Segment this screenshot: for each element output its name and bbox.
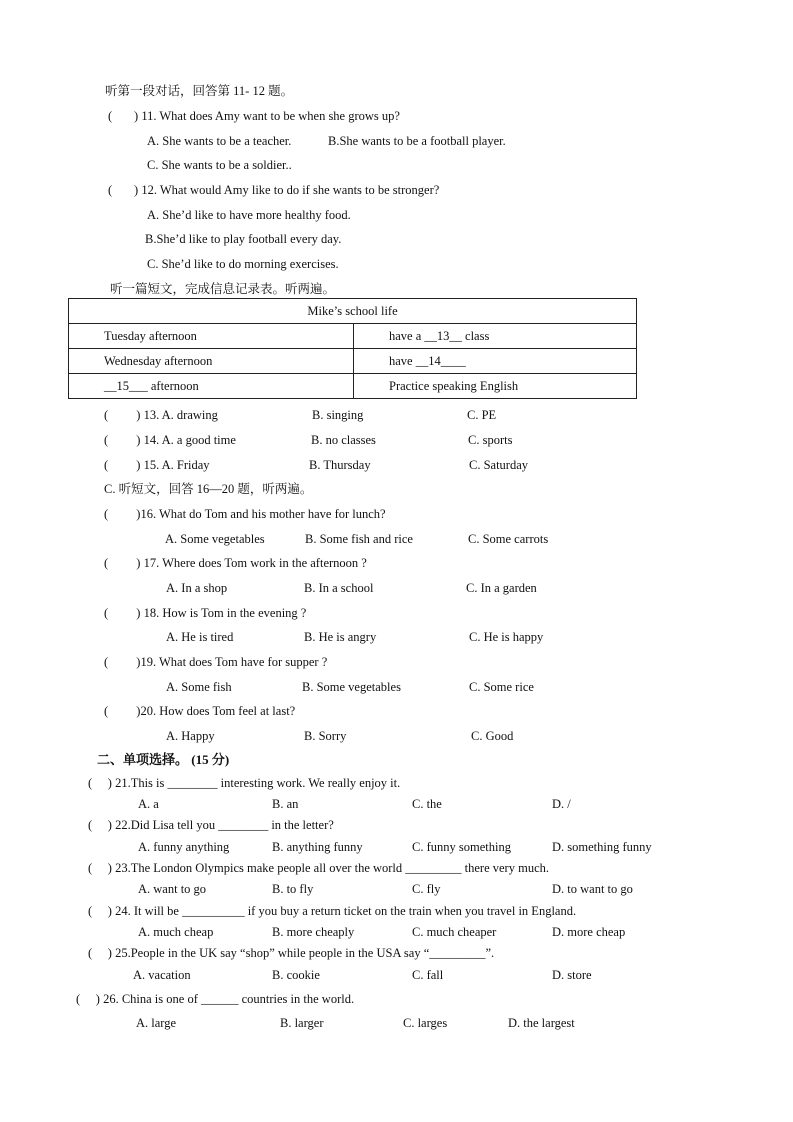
option-25b: B. cookie — [272, 968, 320, 982]
option-23b: B. to fly — [272, 882, 314, 896]
option-25d: D. store — [552, 968, 592, 982]
option-26a: A. large — [136, 1016, 177, 1030]
option-11b: B.She wants to be a football player. — [328, 134, 506, 148]
option-17a: A. In a shop — [166, 581, 228, 595]
option-20a: A. Happy — [166, 729, 215, 743]
option-26d: D. the largest — [508, 1016, 575, 1030]
option-20b: B. Sorry — [304, 729, 347, 743]
option-18b: B. He is angry — [304, 630, 377, 644]
question-25: ( ) 25.People in the UK say “shop” while people in the USA say “_________”. — [88, 946, 495, 960]
option-23a: A. want to go — [138, 882, 207, 896]
record-table-title: Mike’s school life — [69, 299, 637, 324]
option-12a: A. She’d like to have more healthy food. — [147, 208, 351, 222]
option-21a: A. a — [138, 797, 159, 811]
question-11: ( ) 11. What does Amy want to be when she grows up? — [108, 109, 400, 123]
question-14: ( ) 14. A. a good time — [104, 433, 236, 447]
option-16a: A. Some vegetables — [165, 532, 265, 546]
option-23d: D. to want to go — [552, 882, 633, 896]
table-cell: __15___ afternoon — [69, 374, 354, 399]
option-26b: B. larger — [280, 1016, 324, 1030]
question-16: ( )16. What do Tom and his mother have for lunch? — [104, 507, 386, 521]
option-14b: B. no classes — [311, 433, 376, 447]
question-13: ( ) 13. A. drawing — [104, 408, 218, 422]
table-row — [69, 349, 637, 374]
question-19: ( )19. What does Tom have for supper ? — [104, 655, 328, 669]
table-cell: Tuesday afternoon — [69, 324, 354, 349]
option-17c: C. In a garden — [466, 581, 537, 595]
option-24b: B. more cheaply — [272, 925, 355, 939]
option-21b: B. an — [272, 797, 299, 811]
table-row — [69, 324, 637, 349]
option-18c: C. He is happy — [469, 630, 544, 644]
option-21d: D. / — [552, 797, 571, 811]
option-12b: B.She’d like to play football every day. — [145, 232, 342, 246]
option-13c: C. PE — [467, 408, 497, 422]
option-23c: C. fly — [412, 882, 441, 896]
option-11c: C. She wants to be a soldier.. — [147, 158, 292, 172]
option-22a: A. funny anything — [138, 840, 230, 854]
option-24a: A. much cheap — [138, 925, 214, 939]
question-20: ( )20. How does Tom feel at last? — [104, 704, 296, 718]
option-13b: B. singing — [312, 408, 364, 422]
option-22b: B. anything funny — [272, 840, 363, 854]
question-17: ( ) 17. Where does Tom work in the afternoon ? — [104, 556, 367, 570]
option-17b: B. In a school — [304, 581, 374, 595]
table-row — [69, 374, 637, 399]
table-cell: have a __13__ class — [354, 324, 637, 349]
option-16b: B. Some fish and rice — [305, 532, 413, 546]
table-cell: Practice speaking English — [354, 374, 637, 399]
option-25a: A. vacation — [133, 968, 191, 982]
option-19c: C. Some rice — [469, 680, 534, 694]
section-intro-16-20: C. 听短文，回答 16—20 题，听两遍。 — [104, 482, 313, 496]
table-cell: Wednesday afternoon — [69, 349, 354, 374]
question-15: ( ) 15. A. Friday — [104, 458, 210, 472]
option-16c: C. Some carrots — [468, 532, 549, 546]
option-22d: D. something funny — [552, 840, 652, 854]
option-24d: D. more cheap — [552, 925, 626, 939]
section-title-single-choice: 二、单项选择。 (15 分) — [97, 752, 230, 767]
option-18a: A. He is tired — [166, 630, 234, 644]
option-19a: A. Some fish — [166, 680, 232, 694]
option-15b: B. Thursday — [309, 458, 371, 472]
record-intro: 听一篇短文，完成信息记录表。听两遍。 — [110, 282, 336, 296]
option-24c: C. much cheaper — [412, 925, 497, 939]
option-14c: C. sports — [468, 433, 513, 447]
question-22: ( ) 22.Did Lisa tell you ________ in the letter? — [88, 818, 334, 832]
question-21: ( ) 21.This is ________ interesting work. We really enjoy it. — [88, 776, 401, 790]
question-24: ( ) 24. It will be __________ if you buy a return ticket on the train when you travel in England. — [88, 904, 577, 918]
option-11a: A. She wants to be a teacher. — [147, 134, 292, 148]
option-20c: C. Good — [471, 729, 514, 743]
question-18: ( ) 18. How is Tom in the evening ? — [104, 606, 307, 620]
option-26c: C. larges — [403, 1016, 448, 1030]
question-26: ( ) 26. China is one of ______ countries in the world. — [76, 992, 355, 1006]
table-cell: have __14____ — [354, 349, 637, 374]
option-12c: C. She’d like to do morning exercises. — [147, 257, 339, 271]
option-25c: C. fall — [412, 968, 444, 982]
option-22c: C. funny something — [412, 840, 511, 854]
option-15c: C. Saturday — [469, 458, 529, 472]
question-23: ( ) 23.The London Olympics make people all over the world _________ there very much. — [88, 861, 549, 875]
option-19b: B. Some vegetables — [302, 680, 401, 694]
section-intro-11-12: 听第一段对话，回答第 11- 12 题。 — [105, 84, 294, 98]
record-table — [68, 298, 637, 399]
option-21c: C. the — [412, 797, 442, 811]
question-12: ( ) 12. What would Amy like to do if she wants to be stronger? — [108, 183, 440, 197]
